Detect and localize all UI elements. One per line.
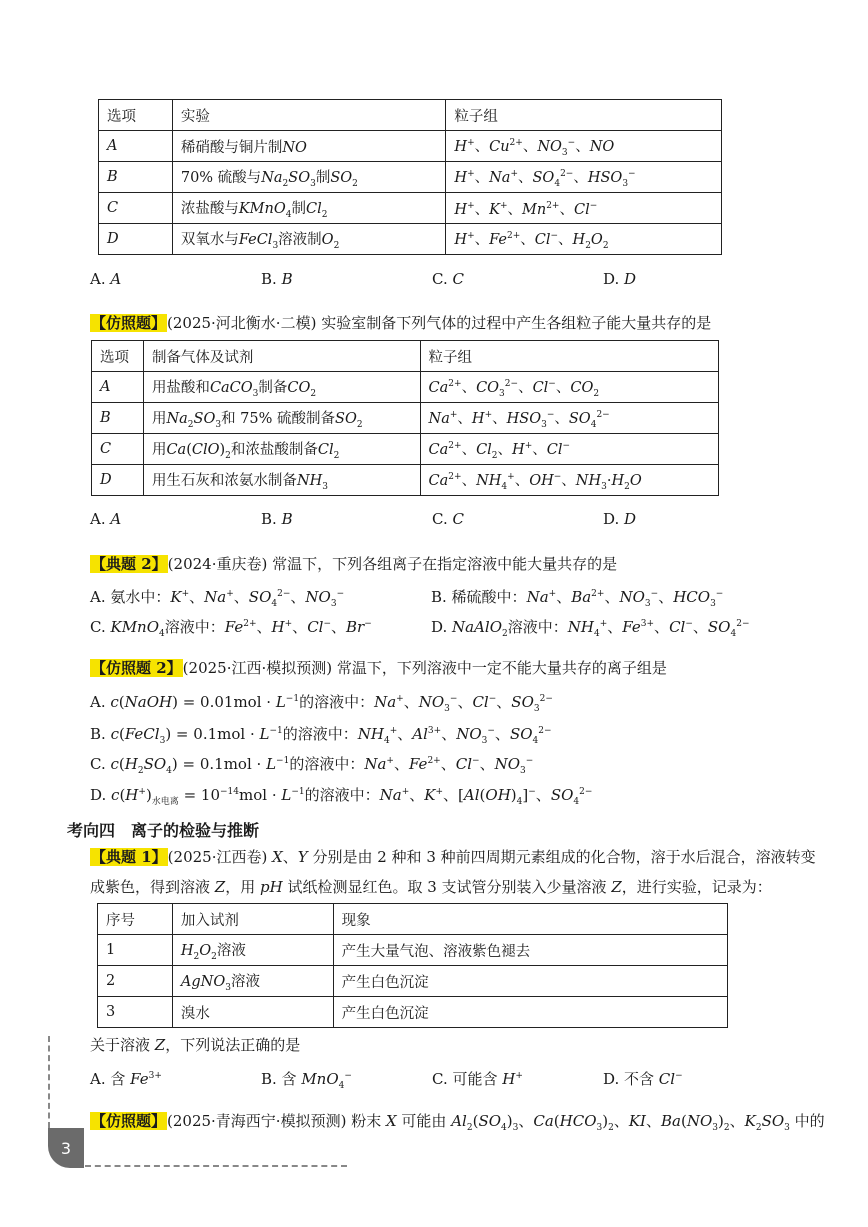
question-tag: 【仿照题】 — [91, 314, 167, 332]
experiment-cell: 70% 硫酸与$Na_2SO_3$制$SO_2$ — [172, 162, 446, 193]
choice-d[interactable]: D. 不含 Cl− — [603, 1070, 683, 1088]
table-row — [92, 465, 719, 496]
choice-b[interactable]: B. 稀硫酸中：Na+、$Ba^{2+}$、$NO_3^-$、$HCO_3^-$ — [431, 588, 724, 609]
number-cell: 1 — [98, 935, 173, 966]
experiment-cell: 浓盐酸与KMnO$_4$制$Cl_2$ — [172, 193, 446, 224]
experiment-cell: 双氧水与FeCl$_3$溶液制$O_2$ — [172, 224, 446, 255]
option-cell: B — [92, 403, 144, 434]
question-text: (2025·江西卷) X、Y 分别是由 2 种和 3 种前四周期元素组成的化合物，溶于水后混合，溶液转变 — [167, 848, 816, 866]
options-1 — [90, 270, 774, 288]
question-5-stem-line2: 成紫色，得到溶液 Z，用 pH 试纸检测显红色。取 3 支试管分别装入少量溶液 Z，进行实验，记录为： — [90, 878, 772, 896]
table-row — [99, 162, 722, 193]
option-cell: A — [92, 372, 144, 403]
table-row — [99, 224, 722, 255]
experiment-cell: 用生石灰和浓氨水制备$NH_3$ — [143, 465, 420, 496]
ions-cell: H+、Na+、$SO_4^{2-}$、$HSO_3^-$ — [446, 162, 722, 193]
number-cell: 2 — [98, 966, 173, 997]
question-3-stem — [90, 553, 617, 574]
table-3 — [97, 903, 728, 1028]
phenomenon-cell: 产生白色沉淀 — [333, 966, 727, 997]
option-cell: C — [92, 434, 144, 465]
choice-a[interactable]: A. 氨水中：K+、Na+、$SO_4^{2-}$、$NO_3^-$ — [90, 588, 345, 609]
choice-a[interactable]: A. 含 $Fe^{3+}$ — [90, 1070, 162, 1088]
question-5-stem — [90, 846, 816, 867]
experiment-cell: 用$Na_2SO_3$和 75% 硫酸制备$SO_2$ — [143, 403, 420, 434]
ions-cell: H+、K+、$Mn^{2+}$、Cl− — [446, 193, 722, 224]
table-row — [92, 434, 719, 465]
choice-c[interactable]: C. $c(H_2SO_4) = 0.1mol \cdot L^{-1}$的溶液中：Na+、$Fe^{2+}$、Cl−、$NO_3^-$ — [90, 755, 534, 776]
choice-b[interactable]: B. B — [261, 510, 293, 528]
choice-d[interactable]: D. $c(H^+)_{水电离} = 10^{-14}mol \cdot L^{-1}$的溶液中：Na+、K+、$[Al(OH)_4]^-$、$SO_4^{2-}$ — [90, 786, 593, 807]
question-5-question: 关于溶液 Z，下列说法正确的是 — [90, 1036, 301, 1054]
table-1-header — [99, 100, 722, 131]
question-6-stem — [90, 1110, 825, 1133]
choice-a[interactable]: A. A — [90, 270, 122, 288]
table-row — [99, 131, 722, 162]
ions-cell: H+、$Fe^{2+}$、Cl−、$H_2O_2$ — [446, 224, 722, 255]
table-row — [92, 372, 719, 403]
ions-cell: Na+、H+、$HSO_3^-$、$SO_4^{2-}$ — [420, 403, 718, 434]
choice-b[interactable]: B. c(FeCl$_3$) = $0.1mol \cdot L^{-1}$的溶液中：$NH_4^+$、$Al^{3+}$、$NO_3^-$、$SO_4^{2-}$ — [90, 725, 552, 746]
question-2-stem — [90, 312, 711, 333]
option-cell: A — [99, 131, 173, 162]
question-text: (2024·重庆卷) 常温下，下列各组离子在指定溶液中能大量共存的是 — [167, 555, 618, 573]
choice-b[interactable]: B. 含 MnO$_4$− — [261, 1070, 352, 1091]
table-row — [98, 935, 728, 966]
ions-cell: $Ca^{2+}$、$NH_4^+$、OH−、$NH_3\cdot H_2O$ — [420, 465, 718, 496]
choice-d[interactable]: D. D — [603, 270, 637, 288]
choice-c[interactable]: C. C — [432, 270, 464, 288]
reagent-cell: AgNO$_3$溶液 — [172, 966, 333, 997]
reagent-cell: 溴水 — [172, 997, 333, 1028]
choice-d[interactable]: D. NaAlO$_2$溶液中：$NH_4^+$、$Fe^{3+}$、Cl−、$SO_4^{2-}$ — [431, 618, 750, 639]
table-row — [92, 403, 719, 434]
option-cell: C — [99, 193, 173, 224]
choice-b[interactable]: B. B — [261, 270, 293, 288]
question-text: (2025·青海西宁·模拟预测) 粉末 X 可能由 $Al_2(SO_4)_3$、$Ca(HCO_3)_2$、KI、$Ba(NO_3)_2$、$K_2SO_3$ 中的 — [167, 1112, 825, 1133]
question-tag: 【仿照题 2】 — [91, 659, 182, 677]
choice-c[interactable]: C. C — [432, 510, 464, 528]
option-cell: D — [92, 465, 144, 496]
ions-cell: $Ca^{2+}$、$Cl_2$、H+、Cl− — [420, 434, 718, 465]
phenomenon-cell: 产生白色沉淀 — [333, 997, 727, 1028]
question-text: (2025·河北衡水·二模) 实验室制备下列气体的过程中产生各组粒子能大量共存的是 — [167, 314, 712, 332]
option-cell: B — [99, 162, 173, 193]
choice-c[interactable]: C. 可能含 H+ — [432, 1070, 523, 1088]
table-1 — [98, 99, 722, 255]
table-2 — [91, 340, 719, 496]
page-number: 3 — [48, 1128, 84, 1168]
table-header-cell: 实验 — [172, 100, 446, 131]
question-tag: 【典题 1】 — [91, 848, 167, 866]
options-5 — [90, 1068, 774, 1091]
choice-a[interactable]: A. c(NaOH) = $0.01mol \cdot L^{-1}$的溶液中：Na+、$NO_3^-$、Cl−、$SO_3^{2-}$ — [90, 693, 553, 714]
choice-c[interactable]: C. KMnO$_4$溶液中：$Fe^{2+}$、H+、Cl−、Br− — [90, 618, 372, 639]
question-text: (2025·江西·模拟预测) 常温下，下列溶液中一定不能大量共存的离子组是 — [182, 659, 667, 677]
footer-dashed-line — [85, 1165, 347, 1167]
ions-cell: H+、$Cu^{2+}$、$NO_3^-$、NO — [446, 131, 722, 162]
table-header-cell: 加入试剂 — [172, 904, 333, 935]
table-header-cell: 选项 — [99, 100, 173, 131]
experiment-cell: 用盐酸和CaCO$_3$制备$CO_2$ — [143, 372, 420, 403]
table-row — [98, 997, 728, 1028]
phenomenon-cell: 产生大量气泡、溶液紫色褪去 — [333, 935, 727, 966]
table-header-cell: 粒子组 — [420, 341, 718, 372]
question-tag: 【典题 2】 — [91, 555, 167, 573]
table-header-cell: 粒子组 — [446, 100, 722, 131]
table-row — [98, 966, 728, 997]
experiment-cell: 稀硝酸与铜片制NO — [172, 131, 446, 162]
table-row — [99, 193, 722, 224]
table-header-cell: 制备气体及试剂 — [143, 341, 420, 372]
choice-d[interactable]: D. D — [603, 510, 637, 528]
table-header-cell: 选项 — [92, 341, 144, 372]
section-heading: 考向四 离子的检验与推断 — [67, 821, 260, 840]
experiment-cell: 用$Ca(ClO)_2$和浓盐酸制备$Cl_2$ — [143, 434, 420, 465]
table-header-cell: 序号 — [98, 904, 173, 935]
option-cell: D — [99, 224, 173, 255]
question-4-stem — [90, 657, 667, 678]
options-2 — [90, 510, 774, 528]
ions-cell: $Ca^{2+}$、$CO_3^{2-}$、Cl−、$CO_2$ — [420, 372, 718, 403]
reagent-cell: $H_2O_2$溶液 — [172, 935, 333, 966]
question-tag: 【仿照题】 — [91, 1112, 167, 1130]
table-header-cell: 现象 — [333, 904, 727, 935]
margin-dashed-line — [48, 1036, 50, 1128]
table-3-header — [98, 904, 728, 935]
number-cell: 3 — [98, 997, 173, 1028]
choice-a[interactable]: A. A — [90, 510, 122, 528]
table-2-header — [92, 341, 719, 372]
